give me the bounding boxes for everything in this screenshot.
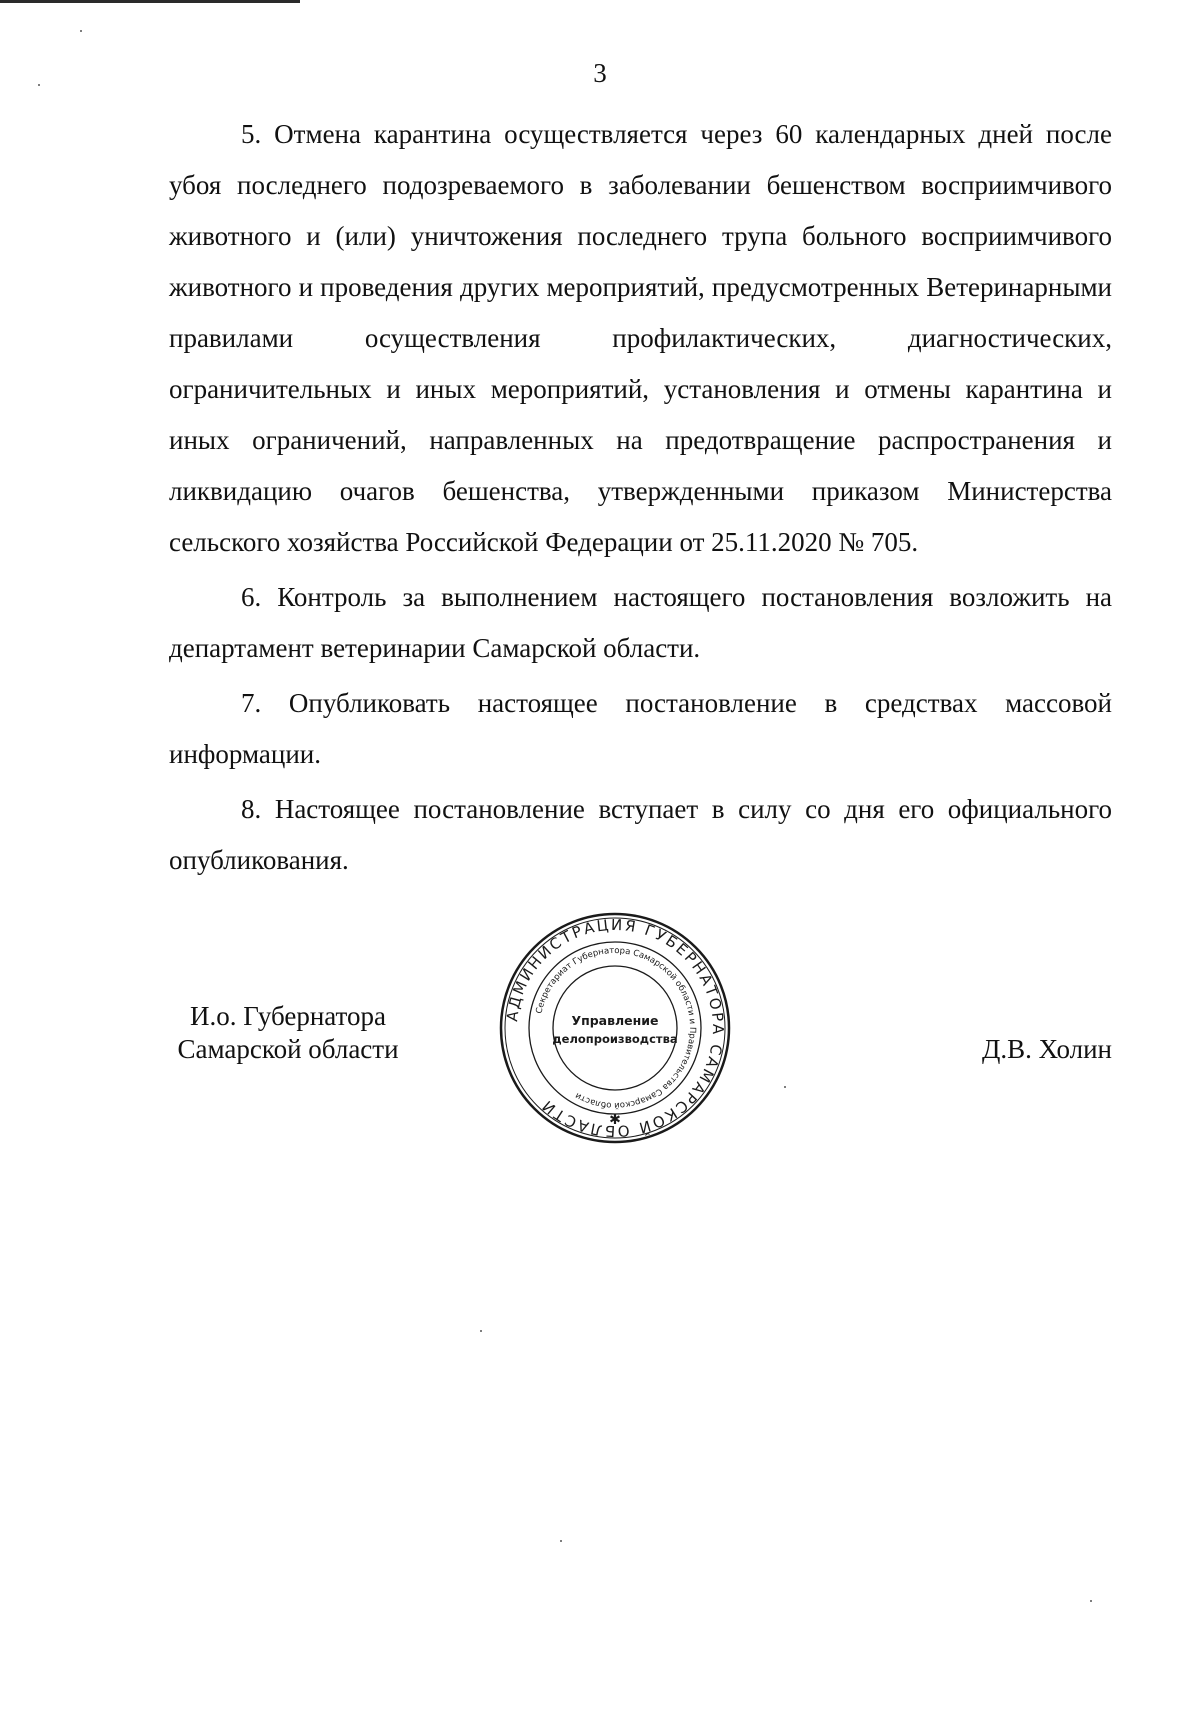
stamp-star-icon: ✱ — [609, 1112, 621, 1128]
paragraph-8: 8. Настоящее постановление вступает в силу со дня его официального опубликования. — [169, 794, 1112, 875]
stamp-outer-text: АДМИНИСТРАЦИЯ ГУБЕРНАТОРА САМАРСКОЙ ОБЛАСТИ — [503, 915, 728, 1141]
signatory-title — [169, 1000, 407, 1066]
document-body — [169, 109, 1112, 890]
signatory-title-line-1: И.о. Губернатора — [189, 1001, 386, 1031]
scan-edge-mark — [0, 0, 300, 3]
signatory-name: Д.В. Холин — [982, 1034, 1112, 1064]
paragraph-6: 6. Контроль за выполнением настоящего постановления возложить на департамент ветеринарии Самарской области. — [169, 582, 1112, 663]
scan-speck — [560, 1540, 562, 1542]
scan-speck — [480, 1330, 482, 1332]
scan-speck — [784, 1086, 786, 1088]
stamp-center-line-2: делопроизводства — [552, 1032, 678, 1046]
official-seal-stamp — [497, 910, 733, 1146]
paragraph-7: 7. Опубликовать настоящее постановление в средствах массовой информации. — [169, 688, 1112, 769]
paragraph-5: 5. Отмена карантина осуществляется через 60 календарных дней после убоя последнего подозреваемого в заболевании бешенством восприимчивого животного и (или) уничтожения последнего трупа больного восприимчивого животного и проведения других мероприятий, предусмотренных Ветеринарными правилами осуществления профилактических, диагностических, ограничительных и иных мероприятий, установления и отмены карантина и иных ограничений, направленных на предотвращение распространения и ликвидацию очагов бешенства, утвержденными приказом Министерства сельского хозяйства Российской Федерации от 25.11.2020 № 705. — [169, 119, 1112, 557]
scan-speck — [38, 84, 40, 86]
scan-speck — [1090, 1600, 1092, 1602]
stamp-inner-ring-text: Секретариат Губернатора Самарской области и Правительства Самарской области — [534, 945, 698, 1111]
signatory-title-line-2: Самарской области — [177, 1034, 399, 1064]
stamp-center-line-1: Управление — [571, 1013, 659, 1028]
page-number: 3 — [593, 58, 607, 88]
scan-speck — [80, 30, 82, 32]
